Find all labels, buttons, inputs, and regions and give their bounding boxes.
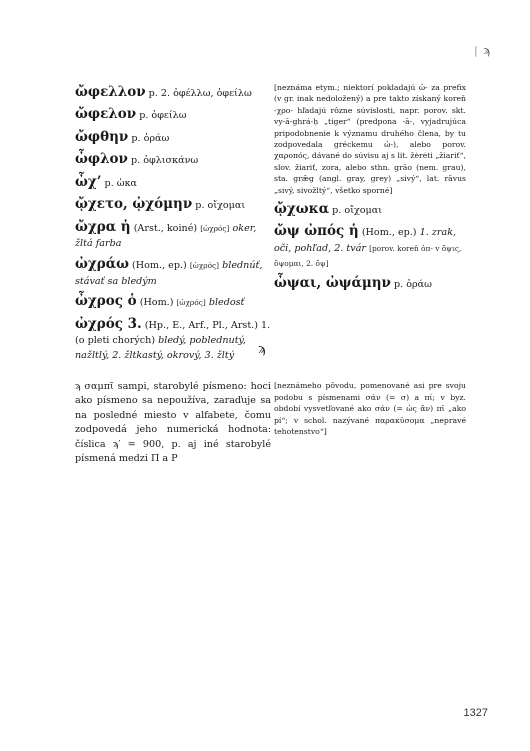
cross-reference: p. ὀφείλω [139, 110, 187, 122]
etymology: [ὠχρός] [176, 298, 206, 308]
sampi-etymology: [neznámeho pôvodu, pomenované asi pre svoju podobu s písmenami σάν (= σ) a πί; v byz. období vysvetľované ako σάν (= ὡς ἄν) πῖ „ako pí“; v schol. nazývané παρακῦσομα „nepravé tehotenstvo“] [274, 381, 466, 437]
source-note: (Hom.) [139, 297, 174, 309]
definition: bledosť [208, 297, 245, 309]
cross-reference: p. οἴχομαι [195, 200, 246, 212]
cross-reference: p. ὠκα [104, 177, 138, 189]
running-header [474, 44, 490, 57]
sampi-ornament-icon: ϡ [258, 342, 266, 357]
dictionary-entry [75, 217, 271, 253]
headword: ᾤχωκα [274, 200, 330, 217]
etymology: [ὠχρός] [189, 260, 220, 270]
dictionary-entry [75, 127, 271, 148]
dictionary-entry [75, 254, 271, 290]
definition: bledý, poblednutý, nažltlý, 2. žltkastý, okrový, 3. žltý [75, 335, 246, 362]
dictionary-entry [75, 82, 271, 103]
source-note: (Hom., ep.) [132, 259, 187, 271]
header-separator: | [473, 44, 478, 57]
sampi-entry: ϡ σαμπῖ sampi, starobylé písmeno: hoci ako písmeno sa nepoužíva, zaraďuje sa na posledné miesto v alfabete, čomu zodpovedá jeho numerická hodnota: číslica ϡ′ = 900, p. aj iné starobylé písmená medzi Π a Ρ [75, 381, 271, 464]
dictionary-entry [75, 314, 271, 365]
source-note: (Hom., ep.) [361, 227, 417, 239]
dictionary-entry [274, 221, 466, 272]
headword: ὤφελον [75, 106, 137, 123]
etymology: [porov. koreň ὀπ- v ὄψις, ὄψομαι, 2. ὄψ] [274, 244, 462, 269]
cross-reference: p. οἴχομαι [332, 204, 383, 216]
headword: ὤψ ὠπός ἡ [274, 223, 359, 240]
dictionary-entry [75, 149, 271, 170]
right-column [274, 82, 466, 296]
source-note: (Arst., koiné) [133, 222, 198, 234]
definition: oker, žltá farba [75, 222, 257, 250]
cross-reference: p. ὁράω [393, 279, 432, 291]
cross-reference: p. ὀφλισκάνω [130, 155, 199, 167]
definition: 1. zrak, oči, pohľad, 2. tvár [274, 227, 457, 255]
headword: ὦφλον [75, 151, 128, 168]
sampi-glyph-icon: ϡ [483, 44, 490, 57]
dictionary-entry [75, 194, 271, 215]
dictionary-entry [274, 199, 466, 220]
headword: ὦψαι, ὠψάμην [274, 275, 391, 292]
etymology: [ὠχρός] [200, 223, 230, 233]
cross-reference: p. 2. ὀφέλλω, ὀφείλω [148, 88, 252, 99]
headword: ὠχρός 3. [75, 315, 142, 332]
dictionary-entry [274, 273, 466, 294]
etymology-block: [neznáma etym.; niektorí pokladajú ὠ- za prefix (v gr. inak nedoložený) a pre takto získaný koreň -χρο- hľadajú rôzne súvislosti, napr. porov. skt. vy-ā-ghrá-ḥ „tiger“ (predpona -ā-, vyjadrujúca pripodobnenie k významu druhého člena, by tu zodpovedala gréckemu ὠ-), alebo porov. χαροπός, dávané do súvisu aj s lit. žėrėti „žiariť“, slov. žiariť, zora, alebo sthn. grāo (nem. grau), sta. grǣg (angl. gray, grey) „sivý“, lat. rāvus „sivý, sivožltý“, všetko sporné] [274, 83, 466, 195]
headword: ὤχρα ἡ [75, 218, 131, 235]
headword: ᾤχετο, ᾠχόμην [75, 196, 193, 213]
dictionary-entry [75, 291, 271, 312]
headword: ὦχρος ὁ [75, 293, 137, 310]
headword: ὤφθην [75, 128, 129, 145]
headword: ὤφελλον [75, 84, 146, 100]
source-note: (Hp., E., Arf., Pl., Arst.) 1. (o pleti chorých) [75, 319, 271, 347]
dictionary-entry [75, 172, 271, 193]
headword: ὠχράω [75, 255, 129, 272]
headword: ὦχ’ [75, 173, 102, 190]
left-column [75, 82, 271, 366]
cross-reference: p. ὁράω [131, 132, 170, 144]
dictionary-entry [75, 104, 271, 125]
definition: blednúť, stávať sa bledým [75, 259, 263, 287]
page-number: 1327 [463, 707, 488, 719]
